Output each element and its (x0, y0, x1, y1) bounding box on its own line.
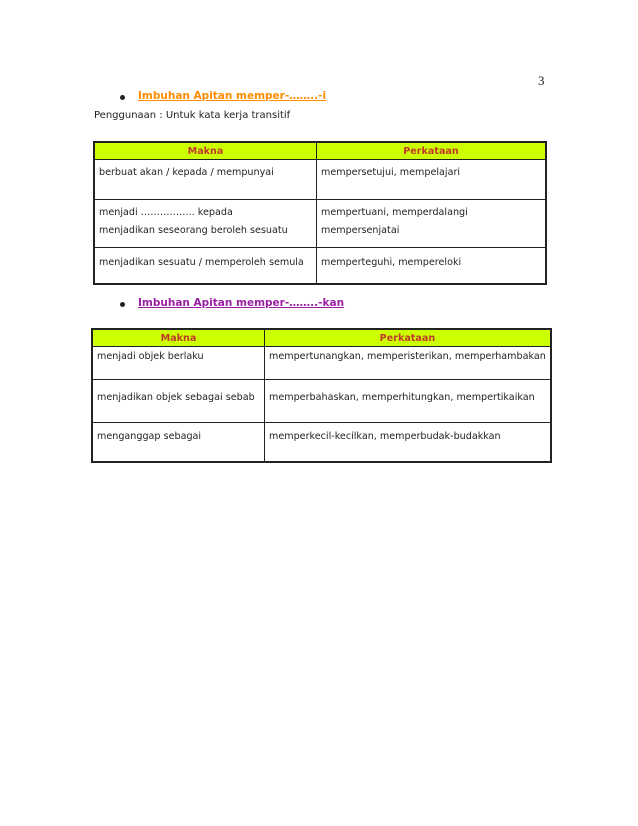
perkataan-cell (317, 200, 547, 248)
column-header-makna: Makna (94, 142, 317, 160)
makna-text: menjadikan sesuatu / memperoleh semula (99, 257, 304, 268)
perkataan-cell: memperbahaskan, memperhitungkan, mempertikaikan (265, 380, 551, 423)
makna-cell (94, 160, 317, 200)
makna-cell: menganggap sebagai (92, 423, 265, 463)
table-header-row (94, 142, 546, 160)
column-header-perkataan: Perkataan (317, 142, 547, 160)
usage-note: Penggunaan : Untuk kata kerja transitif (94, 110, 291, 121)
makna-cell: menjadikan objek sebagai sebab (92, 380, 265, 423)
table-row (94, 160, 546, 200)
column-header-perkataan: Perkataan (265, 329, 551, 347)
bullet-icon (120, 302, 125, 307)
section1-table (93, 141, 547, 285)
makna-cell (94, 200, 317, 248)
perkataan-cell (317, 160, 547, 200)
makna-cell: menjadi objek berlaku (92, 347, 265, 380)
perkataan-text: mempertuani, memperdalangi (321, 207, 468, 218)
table-row (92, 380, 551, 423)
table-header-row (92, 329, 551, 347)
perkataan-text: memperteguhi, mempereloki (321, 257, 462, 268)
table-row (92, 347, 551, 380)
perkataan-text-line2: mempersenjatai (321, 225, 400, 236)
table-row (94, 200, 546, 248)
section2-heading: Imbuhan Apitan memper-……..-kan (138, 297, 345, 309)
section2-table (91, 328, 552, 463)
perkataan-text: mempersetujui, mempelajari (321, 167, 461, 178)
makna-text-line2: menjadikan seseorang beroleh sesuatu (99, 225, 288, 236)
bullet-icon (120, 95, 125, 100)
table-row (92, 423, 551, 463)
perkataan-cell: memperkecil-kecilkan, memperbudak-budakkan (265, 423, 551, 463)
column-header-makna: Makna (92, 329, 265, 347)
perkataan-cell (317, 248, 547, 285)
page-number: 3 (538, 73, 545, 88)
table-row (94, 248, 546, 285)
makna-text: menjadi …………….. kepada (99, 207, 233, 218)
makna-cell (94, 248, 317, 285)
makna-text: berbuat akan / kepada / mempunyai (99, 167, 274, 178)
section1-heading: Imbuhan Apitan memper-……..-i (138, 90, 327, 102)
perkataan-cell: mempertunangkan, memperisterikan, memperhambakan (265, 347, 551, 380)
